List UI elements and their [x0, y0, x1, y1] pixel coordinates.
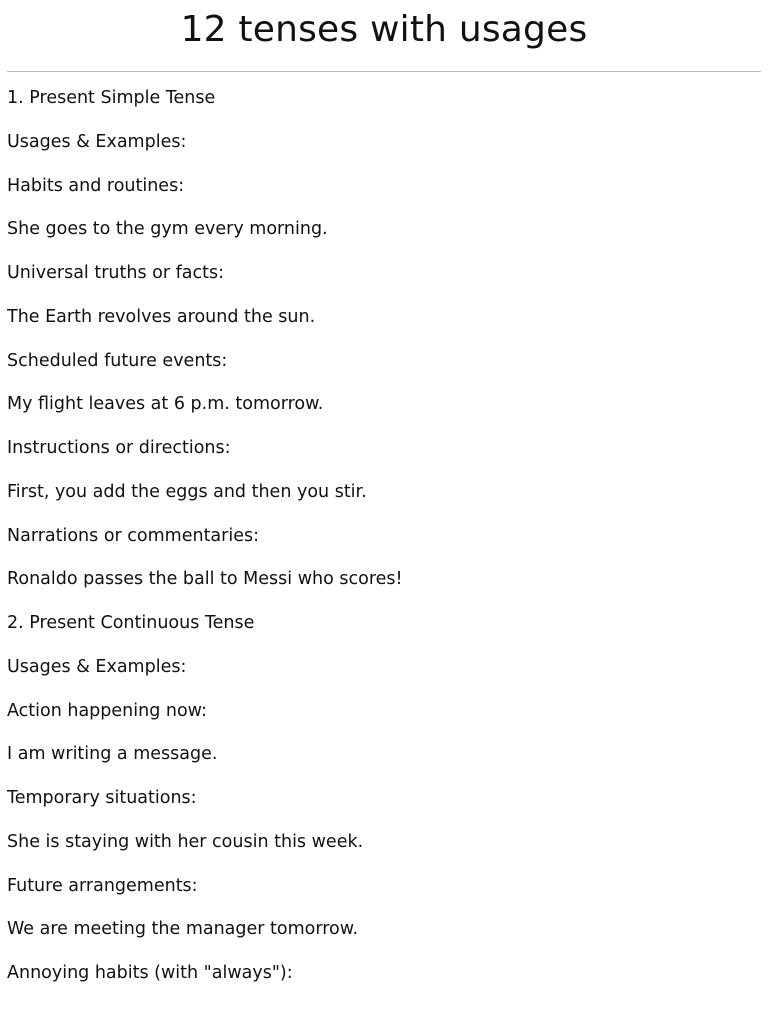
subheading-usages: Usages & Examples: [7, 131, 187, 152]
example-sentence: First, you add the eggs and then you stir. [7, 481, 367, 502]
usage-label: Universal truths or facts: [7, 263, 224, 283]
example-sentence: We are meeting the manager tomorrow. [7, 919, 359, 940]
example-sentence: Ronaldo passes the ball to Messi who scores! [7, 569, 403, 590]
usage-label: Temporary situations: [7, 788, 197, 808]
example-sentence: She is staying with her cousin this week. [7, 831, 364, 852]
usage-label: Instructions or directions: [7, 438, 231, 458]
usage-label: Scheduled future events: [7, 350, 228, 371]
example-sentence: I am writing a message. [7, 744, 218, 765]
document-body [0, 72, 768, 1005]
usage-label: Habits and routines: [7, 175, 185, 196]
usage-label: Future arrangements: [7, 875, 198, 896]
section-heading-present-continuous: 2. Present Continuous Tense [7, 613, 255, 633]
usage-label: Action happening now: [7, 700, 207, 721]
usage-label: Annoying habits (with "always"): [7, 963, 293, 983]
usage-label: Narrations or commentaries: [7, 525, 259, 546]
example-sentence: My flight leaves at 6 p.m. tomorrow. [7, 394, 324, 415]
example-sentence: She goes to the gym every morning. [7, 219, 328, 240]
example-sentence: The Earth revolves around the sun. [7, 306, 316, 327]
page-title: 12 tenses with usages [180, 9, 588, 50]
subheading-usages: Usages & Examples: [7, 656, 187, 677]
section-heading-present-simple: 1. Present Simple Tense [7, 88, 216, 108]
